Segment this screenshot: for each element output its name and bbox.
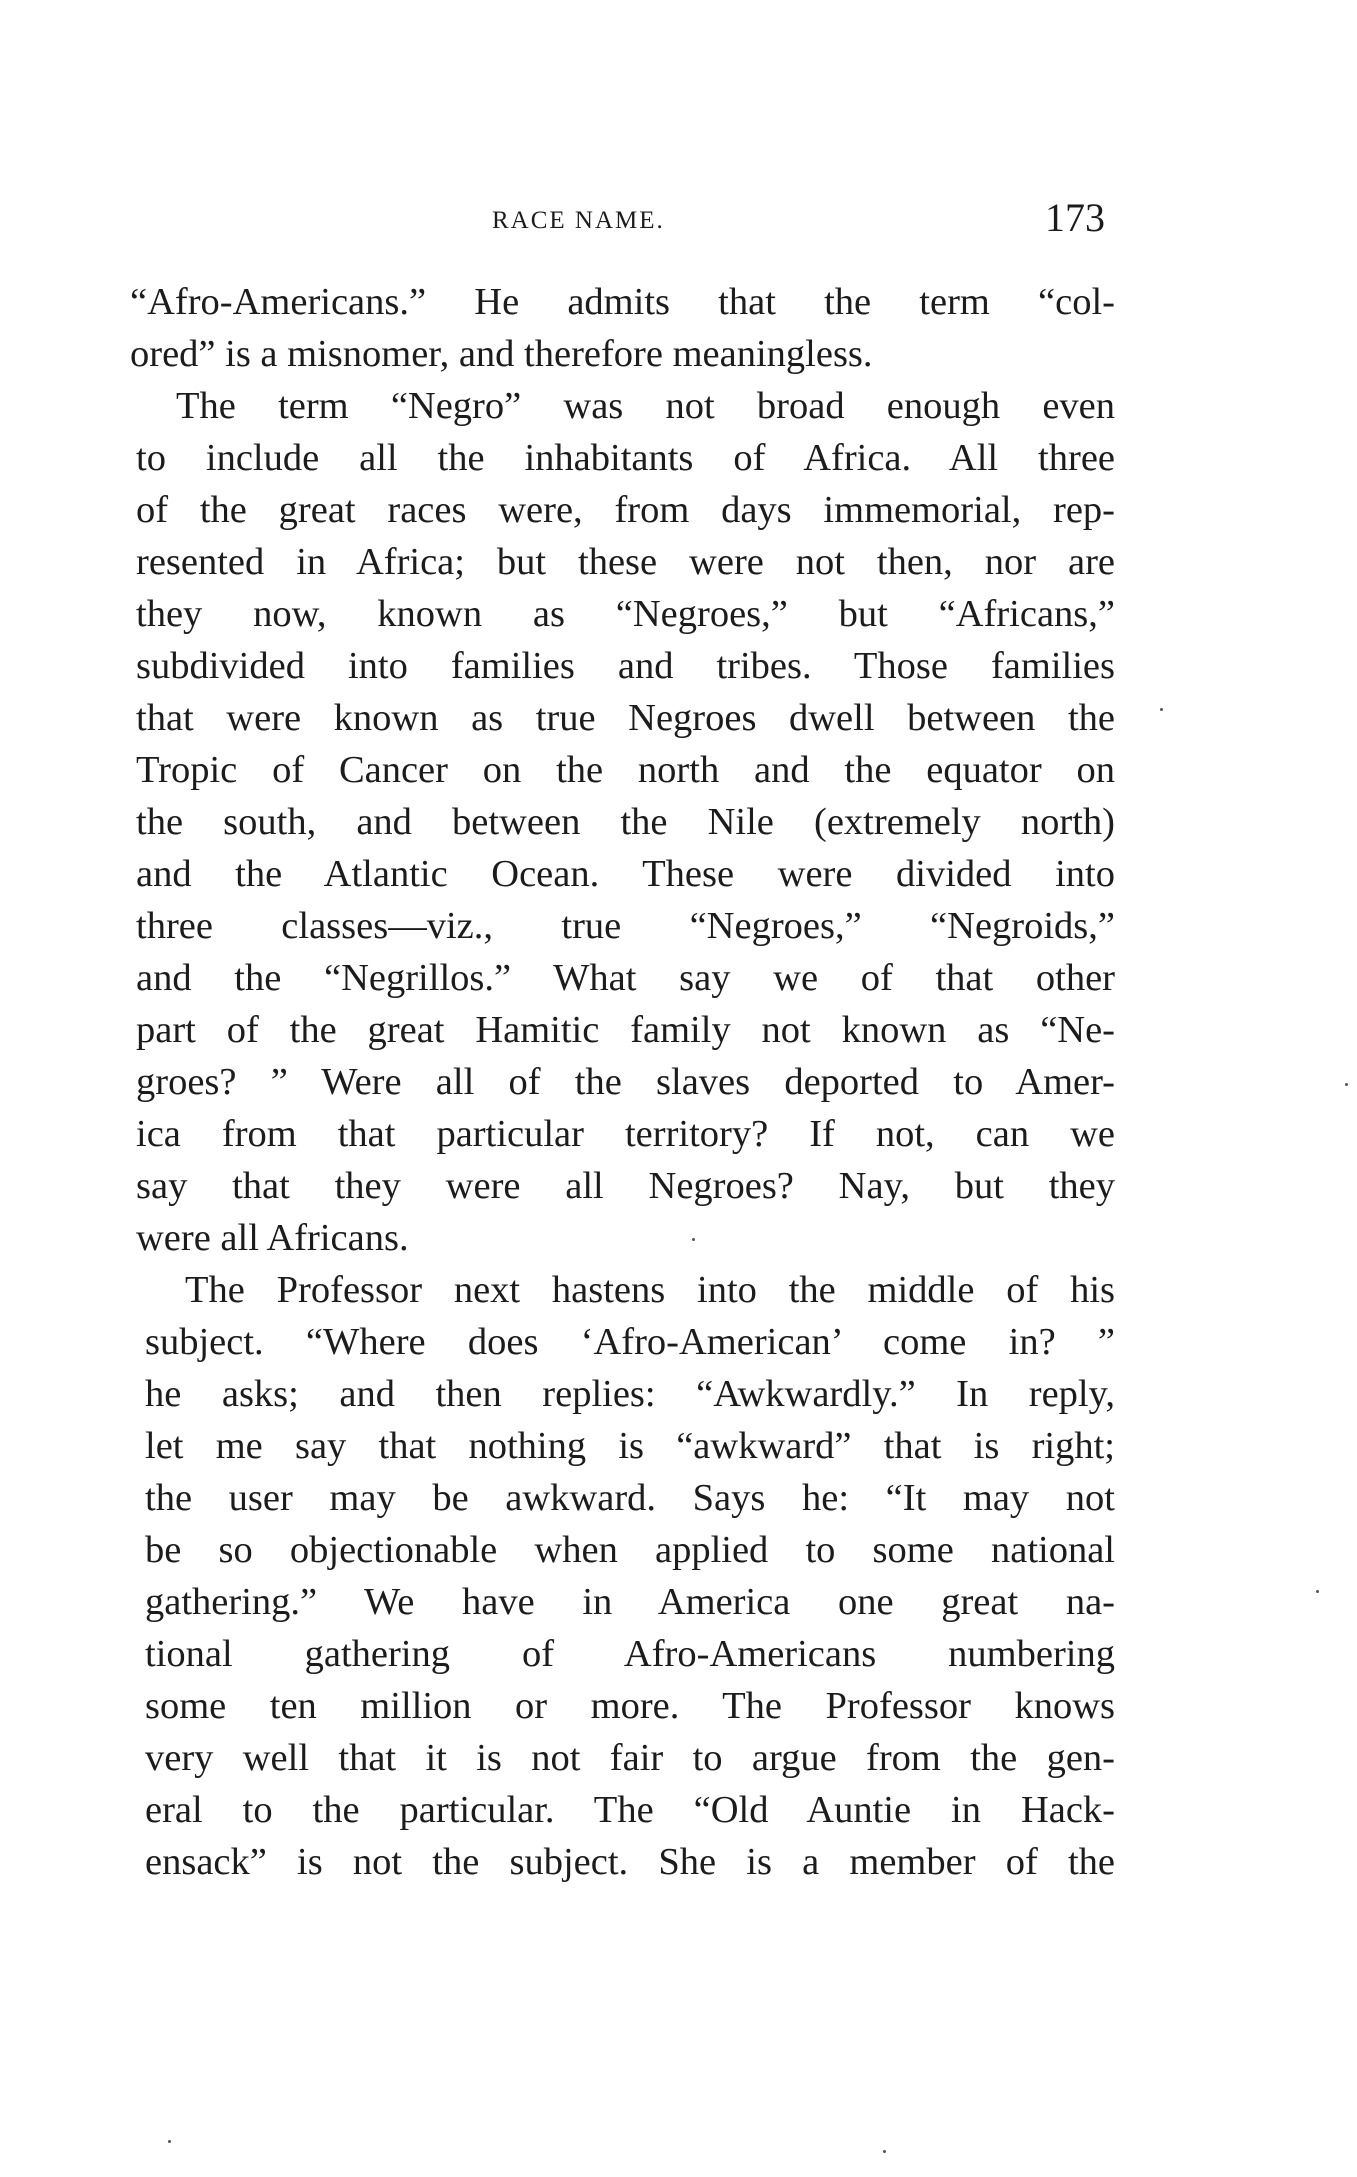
text-line: tional gathering of Afro-Americans numbering [145, 1633, 1115, 1675]
text-line: to include all the inhabitants of Africa. All three [136, 437, 1115, 479]
page-number: 173 [1045, 195, 1105, 240]
text-line: eral to the particular. The “Old Auntie in Hack- [145, 1789, 1115, 1831]
text-line: and the Atlantic Ocean. These were divided into [136, 853, 1115, 895]
text-line: the user may be awkward. Says he: “It may not [145, 1477, 1115, 1519]
text-line: say that they were all Negroes? Nay, but they [136, 1165, 1115, 1207]
text-line: three classes—viz., true “Negroes,” “Negroids,” [136, 905, 1115, 947]
scan-speck [692, 1238, 695, 1241]
text-line: he asks; and then replies: “Awkwardly.” In reply, [145, 1373, 1115, 1415]
text-line: of the great races were, from days immemorial, rep- [136, 489, 1115, 531]
running-head: RACE NAME. [492, 207, 665, 234]
text-line: the south, and between the Nile (extremely north) [136, 801, 1115, 843]
paragraph [130, 380, 1115, 1264]
text-line: gathering.” We have in America one great na- [145, 1581, 1115, 1623]
text-line: groes? ” Were all of the slaves deported to Amer- [136, 1061, 1115, 1103]
text-line: subject. “Where does ‘Afro-American’ come in? ” [145, 1321, 1115, 1363]
text-line: were all Africans. [136, 1217, 409, 1259]
text-line: very well that it is not fair to argue from the gen- [145, 1737, 1115, 1779]
text-line: resented in Africa; but these were not then, nor are [136, 541, 1115, 583]
scan-speck [1345, 1083, 1348, 1086]
paragraph [130, 1264, 1115, 1888]
text-line: some ten million or more. The Professor knows [145, 1685, 1115, 1727]
text-line: subdivided into families and tribes. Those families [136, 645, 1115, 687]
text-line: let me say that nothing is “awkward” that is right; [145, 1425, 1115, 1467]
text-line: that were known as true Negroes dwell between the [136, 697, 1115, 739]
scan-speck [168, 2140, 171, 2143]
text-line: ica from that particular territory? If not, can we [136, 1113, 1115, 1155]
text-line: ensack” is not the subject. She is a member of the [145, 1841, 1115, 1883]
body-text [130, 276, 1115, 1888]
text-line: “Afro-Americans.” He admits that the term “col- [130, 281, 1115, 323]
scan-speck [883, 2150, 886, 2153]
text-line: The Professor next hastens into the middle of his [185, 1269, 1115, 1311]
text-line: ored” is a misnomer, and therefore meaningless. [130, 333, 873, 375]
text-line: Tropic of Cancer on the north and the equator on [136, 749, 1115, 791]
text-line: The term “Negro” was not broad enough even [176, 385, 1115, 427]
text-line: they now, known as “Negroes,” but “Africans,” [136, 593, 1115, 635]
page-header [130, 196, 1105, 246]
text-line: be so objectionable when applied to some national [145, 1529, 1115, 1571]
paragraph [130, 276, 1115, 380]
text-line: and the “Negrillos.” What say we of that other [136, 957, 1115, 999]
scan-speck [1316, 1590, 1319, 1593]
scan-speck [1160, 708, 1163, 711]
text-line: part of the great Hamitic family not known as “Ne- [136, 1009, 1115, 1051]
